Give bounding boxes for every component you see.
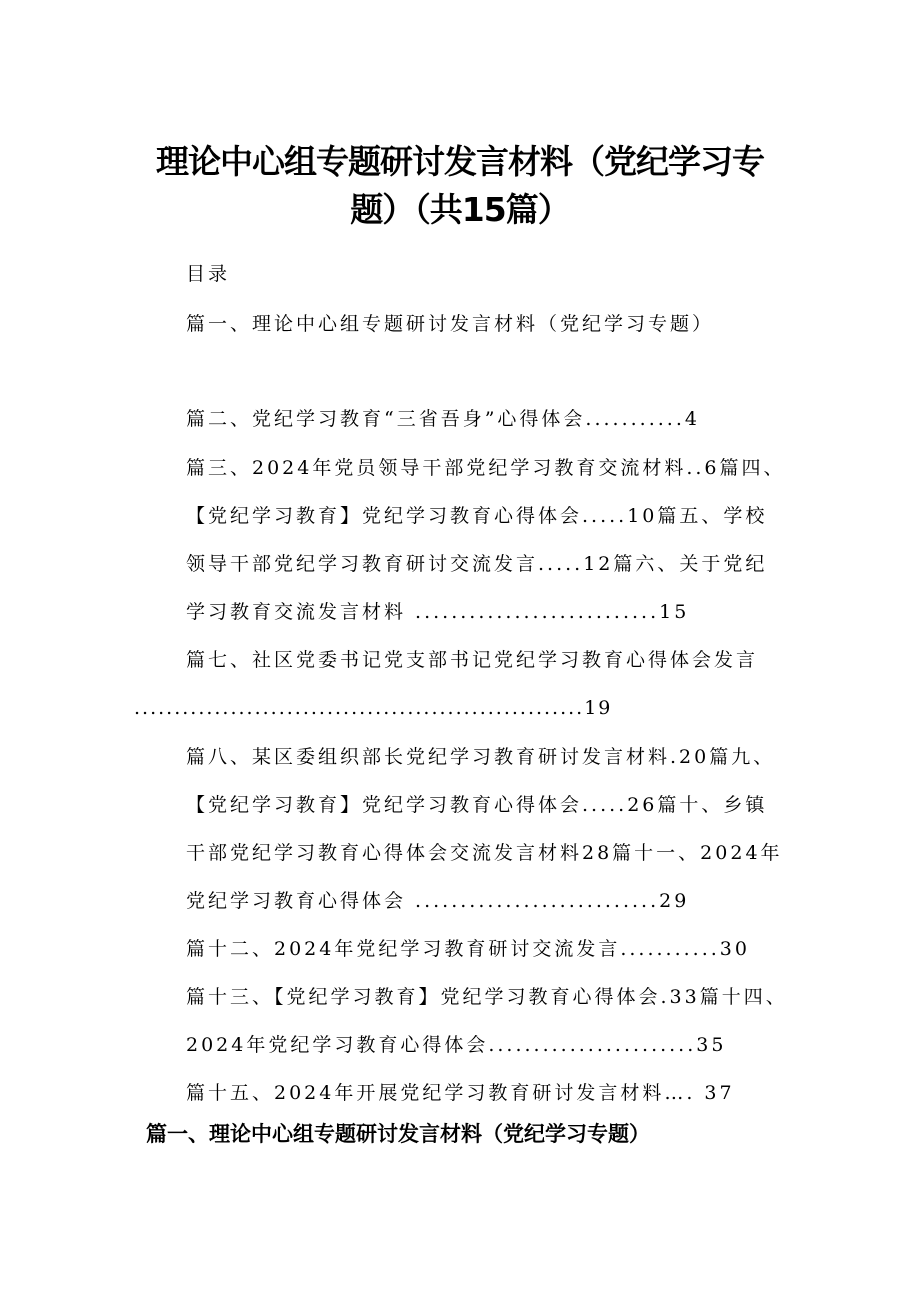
- toc-line: 篇十五、2024年开展党纪学习教育研讨发言材料…. 37: [186, 1082, 735, 1104]
- toc-line: 篇十三、【党纪学习教育】党纪学习教育心得体会.33篇十四、: [186, 986, 788, 1008]
- toc-line: 【党纪学习教育】党纪学习教育心得体会.....10篇五、学校: [186, 505, 768, 527]
- toc-heading: 目录: [186, 263, 231, 285]
- toc-line: 篇一、理论中心组专题研讨发言材料（党纪学习专题）: [186, 313, 715, 335]
- toc-line: 学习教育交流发言材料 ...........................15: [186, 601, 690, 623]
- title-line-1: 理论中心组专题研讨发言材料（党纪学习专: [156, 142, 764, 181]
- toc-line: 篇三、2024年党员领导干部党纪学习教育交流材料..6篇四、: [186, 457, 786, 479]
- toc-line: 篇二、党纪学习教育“三省吾身”心得体会...........4: [186, 408, 700, 430]
- toc-line: 篇七、社区党委书记党支部书记党纪学习教育心得体会发言: [186, 649, 759, 671]
- toc-line: 干部党纪学习教育心得体会交流发言材料28篇十一、2024年: [186, 842, 783, 864]
- section-heading: 篇一、理论中心组专题研讨发言材料（党纪学习专题）: [146, 1122, 650, 1146]
- toc-line: 【党纪学习教育】党纪学习教育心得体会.....26篇十、乡镇: [186, 794, 768, 816]
- toc-line: 2024年党纪学习教育心得体会.......................35: [186, 1034, 727, 1056]
- toc-line: 篇十二、2024年党纪学习教育研讨交流发言...........30: [186, 938, 750, 960]
- document-title: [140, 138, 780, 234]
- title-line-2: 题）（共15篇）: [350, 190, 570, 229]
- toc-line: ........................................................19: [134, 697, 613, 719]
- toc-line: 党纪学习教育心得体会 ...........................29: [186, 890, 690, 912]
- toc-line: 篇八、某区委组织部长党纪学习教育研讨发言材料.20篇九、: [186, 746, 776, 768]
- toc-line: 领导干部党纪学习教育研讨交流发言.....12篇六、关于党纪: [186, 553, 768, 575]
